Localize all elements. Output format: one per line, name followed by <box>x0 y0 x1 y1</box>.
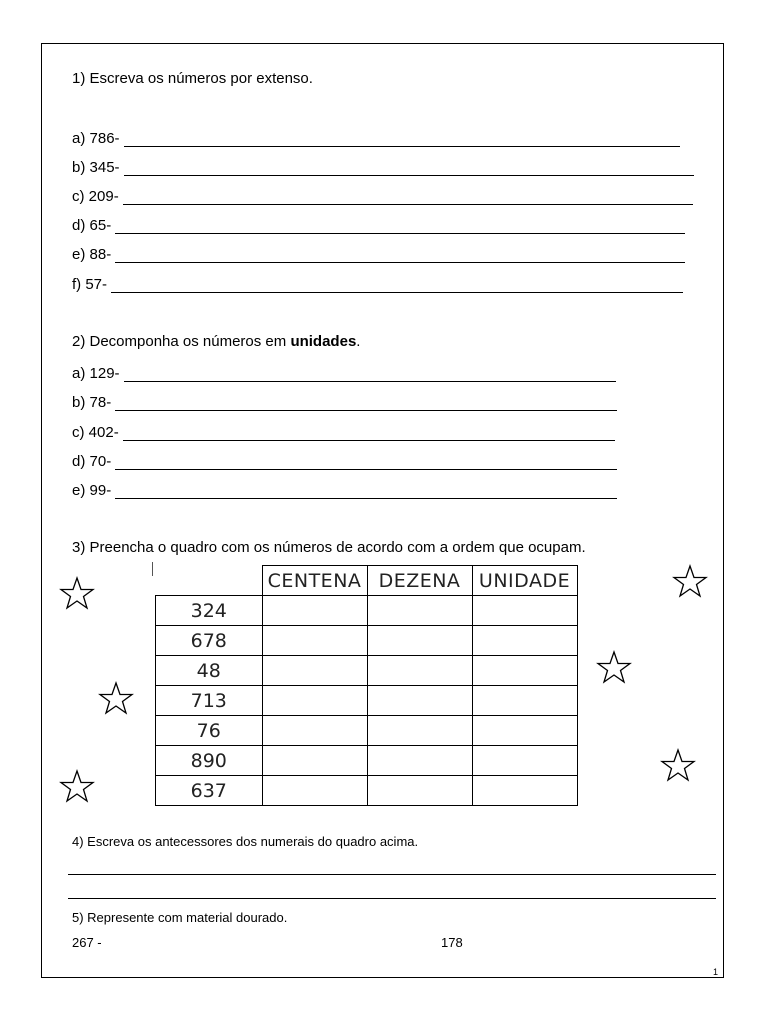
row-number: 678 <box>156 626 263 656</box>
q2-title-suffix: . <box>356 333 361 350</box>
q2-item-b <box>72 394 617 411</box>
cell-dezena[interactable] <box>367 656 472 686</box>
q1-item-f <box>72 276 683 293</box>
q3-title: 3) Preencha o quadro com os números de acordo com a ordem que ocupam. <box>72 539 586 556</box>
cell-dezena[interactable] <box>367 746 472 776</box>
cell-dezena[interactable] <box>367 686 472 716</box>
cell-centena[interactable] <box>262 656 367 686</box>
cell-unidade[interactable] <box>472 776 577 806</box>
cell-dezena[interactable] <box>367 626 472 656</box>
answer-line[interactable] <box>115 396 617 411</box>
table-row <box>156 716 578 746</box>
table-corner <box>156 566 263 596</box>
q1-title: 1) Escreva os números por extenso. <box>72 70 313 87</box>
cell-unidade[interactable] <box>472 716 577 746</box>
answer-line[interactable] <box>124 161 694 176</box>
cell-centena[interactable] <box>262 626 367 656</box>
q2-item-e <box>72 482 617 499</box>
star-icon <box>596 650 632 686</box>
q1-item-label: b) 345- <box>72 159 120 176</box>
answer-line[interactable] <box>123 426 615 441</box>
answer-line[interactable] <box>124 132 680 147</box>
table-row <box>156 686 578 716</box>
cell-centena[interactable] <box>262 776 367 806</box>
star-icon <box>660 748 696 784</box>
cell-dezena[interactable] <box>367 596 472 626</box>
q2-item-label: e) 99- <box>72 482 112 499</box>
cell-centena[interactable] <box>262 746 367 776</box>
q1-item-label: f) 57- <box>72 276 108 293</box>
answer-line[interactable] <box>123 190 693 205</box>
table-row <box>156 596 578 626</box>
answer-line[interactable] <box>68 874 716 875</box>
cell-centena[interactable] <box>262 716 367 746</box>
order-table <box>155 565 578 806</box>
cell-centena[interactable] <box>262 686 367 716</box>
row-number: 713 <box>156 686 263 716</box>
q5-number-right: 178 <box>441 935 463 950</box>
q2-item-label: c) 402- <box>72 424 119 441</box>
header-unidade: UNIDADE <box>472 566 577 596</box>
q1-item-c <box>72 188 693 205</box>
q1-item-d <box>72 217 685 234</box>
table-row <box>156 776 578 806</box>
cell-dezena[interactable] <box>367 716 472 746</box>
table-row <box>156 746 578 776</box>
answer-line[interactable] <box>111 278 683 293</box>
cell-unidade[interactable] <box>472 626 577 656</box>
q1-item-label: e) 88- <box>72 246 112 263</box>
header-dezena: DEZENA <box>367 566 472 596</box>
row-number: 324 <box>156 596 263 626</box>
cell-dezena[interactable] <box>367 776 472 806</box>
answer-line[interactable] <box>68 898 716 899</box>
q4-title: 4) Escreva os antecessores dos numerais do quadro acima. <box>72 834 419 849</box>
row-number: 76 <box>156 716 263 746</box>
q2-item-a <box>72 365 616 382</box>
row-number: 637 <box>156 776 263 806</box>
answer-line[interactable] <box>115 484 617 499</box>
row-number: 890 <box>156 746 263 776</box>
cell-unidade[interactable] <box>472 596 577 626</box>
q1-item-label: d) 65- <box>72 217 112 234</box>
star-icon <box>672 564 708 600</box>
q1-item-label: c) 209- <box>72 188 119 205</box>
header-centena: CENTENA <box>262 566 367 596</box>
answer-line[interactable] <box>115 248 685 263</box>
cell-unidade[interactable] <box>472 656 577 686</box>
q2-item-label: d) 70- <box>72 453 112 470</box>
q5-title: 5) Represente com material dourado. <box>72 910 288 925</box>
q2-item-d <box>72 453 617 470</box>
page-number: 1 <box>713 967 719 977</box>
star-icon <box>98 681 134 717</box>
answer-line[interactable] <box>115 219 685 234</box>
table-row <box>156 656 578 686</box>
q2-title <box>72 333 360 350</box>
q2-item-label: b) 78- <box>72 394 112 411</box>
star-icon <box>59 576 95 612</box>
q2-item-c <box>72 424 615 441</box>
answer-line[interactable] <box>115 455 617 470</box>
cell-centena[interactable] <box>262 596 367 626</box>
table-header-row <box>156 566 578 596</box>
q2-item-label: a) 129- <box>72 365 120 382</box>
q2-title-bold: unidades <box>290 333 357 350</box>
row-number: 48 <box>156 656 263 686</box>
q1-item-a <box>72 130 680 147</box>
cell-unidade[interactable] <box>472 746 577 776</box>
q5-number-left: 267 - <box>72 935 102 950</box>
q1-item-label: a) 786- <box>72 130 120 147</box>
q1-item-b <box>72 159 694 176</box>
answer-line[interactable] <box>124 367 616 382</box>
star-icon <box>59 769 95 805</box>
table-row <box>156 626 578 656</box>
q1-item-e <box>72 246 685 263</box>
cell-unidade[interactable] <box>472 686 577 716</box>
q2-title-text: 2) Decomponha os números em <box>72 333 291 350</box>
